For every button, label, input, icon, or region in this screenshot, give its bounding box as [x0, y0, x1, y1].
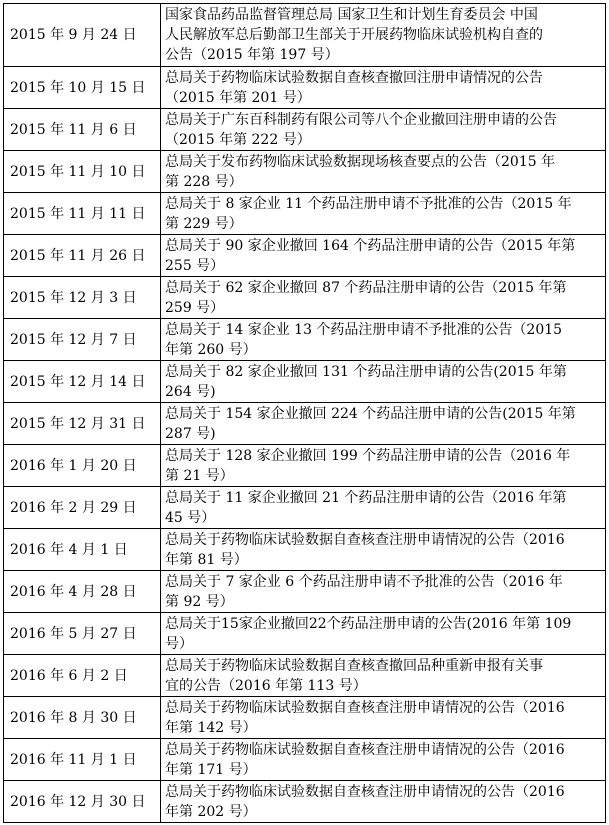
announcement-title-line: 总局关于药物临床试验数据自查核查注册申请情况的公告（2016	[165, 531, 565, 548]
announcement-table-container	[3, 3, 606, 822]
announcement-title-line: 总局关于 82 家企业撤回 131 个药品注册申请的公告(2015 年第	[165, 363, 567, 380]
announcement-title-cell	[161, 67, 606, 109]
table-row	[4, 109, 606, 151]
table-row	[4, 403, 606, 445]
announcement-title-line: 总局关于药物临床试验数据自查核查撤回品种重新申报有关事	[165, 657, 543, 674]
announcement-title-cell	[161, 277, 606, 319]
date-cell: 2016 年 1 月 20 日	[4, 445, 161, 487]
date-cell: 2015 年 9 月 24 日	[4, 4, 161, 67]
table-row	[4, 67, 606, 109]
date-cell: 2015 年 11 月 6 日	[4, 109, 161, 151]
announcement-title-line: 人民解放军总后勤部卫生部关于开展药物临床试验机构自查的	[165, 27, 543, 43]
table-row	[4, 319, 606, 361]
announcement-title-cell	[161, 529, 606, 571]
announcement-title-line: 第 21 号）	[165, 467, 234, 484]
announcement-title-line: 总局关于药物临床试验数据自查核查注册申请情况的公告（2016	[165, 783, 565, 800]
announcement-title-line: 年第 260 号）	[165, 341, 257, 358]
announcement-title-cell	[161, 487, 606, 529]
table-row	[4, 151, 606, 193]
table-row	[4, 697, 606, 739]
date-cell: 2016 年 4 月 28 日	[4, 571, 161, 613]
table-row	[4, 235, 606, 277]
table-row	[4, 277, 606, 319]
date-cell: 2016 年 8 月 30 日	[4, 697, 161, 739]
announcement-title-line: 年第 81 号）	[165, 551, 248, 568]
announcement-title-line: 总局关于 154 家企业撤回 224 个药品注册申请的公告(2015 年第	[165, 405, 576, 422]
date-cell: 2015 年 12 月 31 日	[4, 403, 161, 445]
announcement-title-cell	[161, 613, 606, 655]
date-cell: 2016 年 6 月 2 日	[4, 655, 161, 697]
announcement-title-line: 总局关于 11 家企业撤回 21 个药品注册申请的公告（2016 年第	[165, 489, 567, 506]
table-row	[4, 361, 606, 403]
announcement-title-line: 总局关于 7 家企业 6 个药品注册申请不予批准的公告（2016 年	[165, 573, 563, 590]
table-row	[4, 655, 606, 697]
announcement-title-line: 年第 142 号）	[165, 719, 257, 736]
date-cell: 2015 年 11 月 11 日	[4, 193, 161, 235]
announcement-title-line: 总局关于药物临床试验数据自查核查注册申请情况的公告（2016	[165, 741, 565, 758]
announcement-title-line: 总局关于15家企业撤回22个药品注册申请的公告(2016 年第 109	[165, 615, 572, 632]
date-cell: 2015 年 12 月 3 日	[4, 277, 161, 319]
announcement-title-line: 45 号）	[165, 509, 216, 526]
table-row	[4, 739, 606, 781]
announcement-title-cell	[161, 109, 606, 151]
announcement-title-cell	[161, 781, 606, 823]
date-cell: 2015 年 12 月 14 日	[4, 361, 161, 403]
announcement-title-line: 264 号)	[165, 383, 216, 400]
announcement-title-line: 287 号)	[165, 425, 216, 442]
announcement-table	[3, 3, 606, 823]
announcement-title-line: 第 229 号）	[165, 215, 243, 232]
announcement-title-cell	[161, 319, 606, 361]
announcement-title-cell	[161, 739, 606, 781]
announcement-title-line: 总局关于 14 家企业 13 个药品注册申请不予批准的公告（2015	[165, 321, 563, 338]
date-cell: 2016 年 4 月 1 日	[4, 529, 161, 571]
announcement-title-cell	[161, 403, 606, 445]
announcement-title-cell	[161, 361, 606, 403]
announcement-title-line: 第 92 号）	[165, 593, 234, 610]
date-cell: 2016 年 12 月 30 日	[4, 781, 161, 823]
table-row	[4, 571, 606, 613]
table-row	[4, 613, 606, 655]
announcement-title-cell	[161, 655, 606, 697]
announcement-title-line: 总局关于 90 家企业撤回 164 个药品注册申请的公告（2015 年第	[165, 237, 576, 254]
announcement-title-line: 公告（2015 年第 197 号）	[165, 47, 339, 63]
announcement-title-cell	[161, 193, 606, 235]
table-row	[4, 529, 606, 571]
announcement-title-line: 年第 171 号）	[165, 761, 257, 778]
announcement-title-cell	[161, 445, 606, 487]
date-cell: 2015 年 12 月 7 日	[4, 319, 161, 361]
announcement-title-line: （2015 年第 201 号）	[165, 89, 311, 106]
announcement-title-line: 国家食品药品监督管理总局 国家卫生和计划生育委员会 中国	[165, 7, 538, 23]
table-row	[4, 487, 606, 529]
announcement-title-line: 总局关于发布药物临床试验数据现场核查要点的公告（2015 年	[165, 153, 556, 170]
table-row	[4, 4, 606, 67]
announcement-title-cell	[161, 571, 606, 613]
announcement-title-line: 255 号）	[165, 257, 225, 274]
announcement-title-line: 年第 202 号）	[165, 803, 257, 820]
date-cell: 2015 年 11 月 26 日	[4, 235, 161, 277]
date-cell: 2015 年 11 月 10 日	[4, 151, 161, 193]
announcement-title-line: 总局关于药物临床试验数据自查核查撤回注册申请情况的公告	[165, 69, 543, 86]
date-cell: 2016 年 11 月 1 日	[4, 739, 161, 781]
announcement-title-line: 总局关于 62 家企业撤回 87 个药品注册申请的公告（2015 年第	[165, 279, 567, 296]
announcement-table-body	[4, 4, 606, 823]
announcement-title-line: 号）	[165, 635, 193, 652]
announcement-title-line: 总局关于 128 家企业撤回 199 个药品注册申请的公告（2016 年	[165, 447, 571, 464]
announcement-title-cell	[161, 4, 606, 67]
announcement-title-cell	[161, 151, 606, 193]
date-cell: 2016 年 5 月 27 日	[4, 613, 161, 655]
table-row	[4, 193, 606, 235]
announcement-title-line: 宜的公告（2016 年第 113 号）	[165, 677, 367, 694]
date-cell: 2016 年 2 月 29 日	[4, 487, 161, 529]
table-row	[4, 781, 606, 823]
announcement-title-line: 总局关于广东百科制药有限公司等八个企业撤回注册申请的公告	[165, 111, 557, 128]
announcement-title-line: 259 号）	[165, 299, 225, 316]
announcement-title-cell	[161, 697, 606, 739]
announcement-title-line: 总局关于药物临床试验数据自查核查注册申请情况的公告（2016	[165, 699, 565, 716]
date-cell: 2015 年 10 月 15 日	[4, 67, 161, 109]
announcement-title-cell	[161, 235, 606, 277]
announcement-title-line: 第 228 号）	[165, 173, 243, 190]
table-row	[4, 445, 606, 487]
announcement-title-line: 总局关于 8 家企业 11 个药品注册申请不予批准的公告（2015 年	[165, 195, 572, 212]
announcement-title-line: （2015 年第 222 号）	[165, 131, 311, 148]
